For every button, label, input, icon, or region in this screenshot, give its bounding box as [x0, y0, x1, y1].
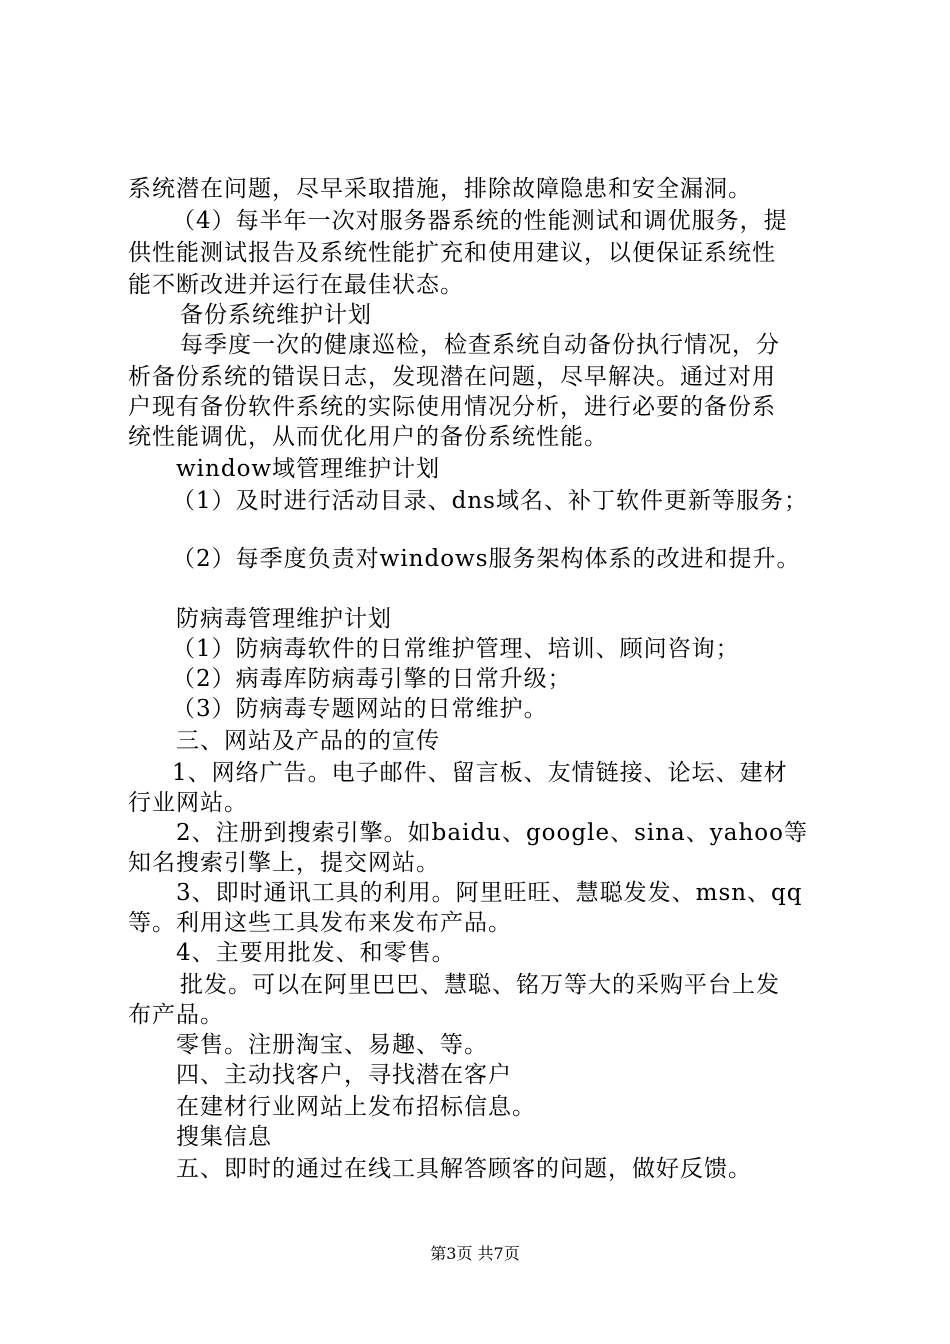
text-line: 批发。可以在阿里巴巴、慧聪、铭万等大的采购平台上发 — [180, 972, 780, 998]
text-line: 每季度一次的健康巡检，检查系统自动备份执行情况，分 — [180, 332, 780, 358]
text-line: 等。利用这些工具发布来发布产品。 — [128, 910, 512, 936]
text-line: （3）防病毒专题网站的日常维护。 — [172, 696, 548, 722]
text-line: （1）防病毒软件的日常维护管理、培训、顾问咨询； — [172, 636, 740, 662]
text-line: 3、即时通讯工具的利用。阿里旺旺、慧聪发发、msn、qq — [176, 880, 803, 906]
section-heading: 搜集信息 — [176, 1124, 272, 1150]
page-number-footer: 第3页 共7页 — [430, 1244, 520, 1263]
text-line: 布产品。 — [128, 1002, 224, 1028]
text-line: 系统潜在问题，尽早采取措施，排除故障隐患和安全漏洞。 — [128, 176, 752, 202]
text-line: 1、网络广告。电子邮件、留言板、友情链接、论坛、建材 — [172, 760, 788, 786]
text-line: 4、主要用批发、和零售。 — [176, 940, 456, 966]
text-line: 2、注册到搜索引擎。如baidu、google、sina、yahoo等 — [176, 820, 808, 846]
text-line: 析备份系统的错误日志，发现潜在问题，尽早解决。通过对用 — [128, 364, 776, 390]
text-line: （2）每季度负责对windows服务架构体系的改进和提升。 — [172, 546, 801, 572]
section-heading: 五、即时的通过在线工具解答顾客的问题，做好反馈。 — [176, 1156, 752, 1182]
section-heading: window域管理维护计划 — [176, 456, 441, 482]
text-line: 在建材行业网站上发布招标信息。 — [176, 1094, 536, 1120]
section-heading: 备份系统维护计划 — [180, 302, 372, 328]
text-line: 能不断改进并运行在最佳状态。 — [128, 272, 464, 298]
text-line: 统性能调优，从而优化用户的备份系统性能。 — [128, 424, 608, 450]
text-line: 户现有备份软件系统的实际使用情况分析，进行必要的备份系 — [128, 394, 776, 420]
text-line: （2）病毒库防病毒引擎的日常升级； — [172, 666, 572, 692]
section-heading: 防病毒管理维护计划 — [176, 606, 392, 632]
text-line: 零售。注册淘宝、易趣、等。 — [176, 1032, 488, 1058]
text-line: 行业网站。 — [128, 790, 248, 816]
section-heading: 四、主动找客户，寻找潜在客户 — [176, 1062, 512, 1088]
section-heading: 三、网站及产品的的宣传 — [176, 728, 440, 754]
text-line: 知名搜索引擎上，提交网站。 — [128, 850, 440, 876]
text-line: （1）及时进行活动目录、dns域名、补丁软件更新等服务； — [172, 488, 808, 514]
text-line: 供性能测试报告及系统性能扩充和使用建议，以便保证系统性 — [128, 240, 776, 266]
text-line: （4）每半年一次对服务器系统的性能测试和调优服务，提 — [172, 208, 788, 234]
